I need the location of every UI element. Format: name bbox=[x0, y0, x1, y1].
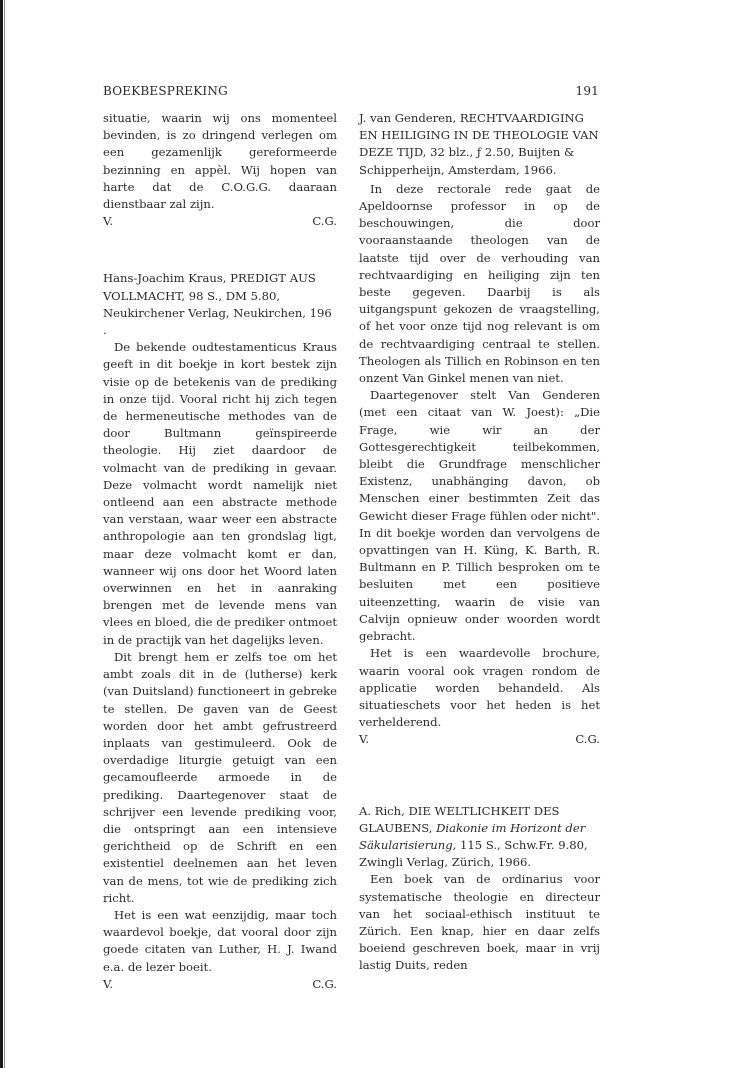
page-binding-edge bbox=[0, 0, 7, 1068]
review-paragraph: Het is een waardevolle brochure, waarin vooral ook vragen rondom de applicatie worden behandeld. Als situatieschets voor het heden is het verhelderend. bbox=[359, 646, 600, 730]
review-paragraph: In deze rectorale rede gaat de Apeldoornse professor in op de beschouwingen, die door vooraanstaande theologen van de laatste tijd over de verhouding van rechtvaardiging en heiliging zijn ten beste gegeven. Daarbij is als uitgangspunt gekozen de vraagstelling, of het voor onze tijd nog relevant is om de rechtvaardiging centraal te stellen. Theologen als Tillich en Robinson en ten onzent Van Ginkel menen van niet. bbox=[359, 181, 600, 386]
review-paragraph: Daartegenover stelt Van Genderen (met een citaat van W. Joest): „Die Frage, wie wir an der Gottesgerechtigkeit teilbekommen, bleibt die Grundfrage menschlicher Existenz, unabhänging davon, ob Menschen einer bestimmten Zeit das Gewicht dieser Frage fühlen oder nicht". In dit boekje worden dan vervolgens de opvattingen van H. Küng, K. Barth, R. Bultmann en P. Tillich besproken om te besluiten met een positieve uiteenzetting, waarin de visie van Calvijn opnieuw onder woorden wordt gebracht. bbox=[359, 388, 600, 644]
review-paragraph: Het is een wat eenzijdig, maar toch waardevol boekje, dat vooral door zijn goede citaten van Luther, H. J. Iwand e.a. de lezer boeit. bbox=[103, 907, 337, 974]
signature-author: C.G. bbox=[575, 732, 600, 747]
signature-author: C.G. bbox=[312, 214, 337, 229]
signature-initial: V. bbox=[103, 976, 114, 991]
reference-main: A. Rich, DIE WELTLICHKEIT DES GLAUBENS, bbox=[359, 803, 560, 835]
running-header bbox=[103, 84, 599, 104]
review-paragraph: Een boek van de ordinarius voor systematische theologie en directeur van het sociaal-ethisch instituut te Zürich. Een knap, hier en daar zelfs boeiend geschreven boek, maar in vrij lastig Duits, reden bbox=[359, 872, 600, 973]
reference-details: 115 S., Schw.Fr. 9.80, Zwingli Verlag, Zürich, 1966. bbox=[359, 837, 588, 870]
right-column bbox=[359, 110, 600, 975]
running-title: BOEKBESPREKING bbox=[103, 84, 228, 98]
signature-initial: V. bbox=[359, 732, 370, 747]
review-paragraph: De bekende oudtestamenticus Kraus geeft in dit boekje in kort bestek zijn visie op de betekenis van de prediking in onze tijd. Vooral richt hij zich tegen de hermeneutische methodes van de door Bultmann geïnspireerde theologie. Hij ziet daardoor de volmacht van de prediking in gevaar. Deze volmacht wordt namelijk niet ontleend aan een abstracte methode van verstaan, waar weer een abstracte anthropologie aan ten grondslag ligt, maar deze volmacht komt er dan, wanneer wij ons door het Woord laten overwinnen en het in aanraking brengen met de levende mens van vlees en bloed, die de prediker ontmoet in de practijk van het dagelijks leven. bbox=[103, 340, 337, 647]
signature-initial: V. bbox=[103, 214, 114, 229]
review-paragraph: Dit brengt hem er zelfs toe om het ambt zoals dit in de (lutherse) kerk (van Duitsland) functioneert in gebreke te stellen. De gaven van de Geest worden door het ambt gefrustreerd inplaats van gestimuleerd. Ook de overdadige liturgie getuigt van een gecamoufleerde armoede in de prediking. Daartegenover staat de schrijver een levende prediking voor, die ontspringt aan een intensieve gerichtheid op de Schrift en een existentiel deelnemen aan het leven van de mens, tot wie de prediking zich richt. bbox=[103, 649, 337, 905]
review-signature bbox=[359, 731, 600, 748]
signature-author: C.G. bbox=[312, 976, 337, 991]
book-reference-van-genderen: J. van Genderen, RECHTVAARDIGING EN HEILIGING IN DE THEOLOGIE VAN DEZE TIJD, 32 blz., ƒ 2.50, Buijten & Schipperheijn, Amsterdam, 1966. bbox=[359, 111, 599, 177]
reference-subtitle: Diakonie im Horizont der Säkularisierung, bbox=[359, 820, 586, 852]
review-signature bbox=[103, 976, 337, 993]
book-reference-kraus: Hans-Joachim Kraus, PREDIGT AUS VOLLMACHT, 98 S., DM 5.80, Neukirchener Verlag, Neukirchen, 196 . bbox=[103, 271, 332, 338]
left-column bbox=[103, 110, 337, 993]
book-reference-rich bbox=[359, 803, 600, 872]
review-signature bbox=[103, 213, 337, 230]
continued-paragraph: situatie, waarin wij ons momenteel bevinden, is zo dringend verlegen om een gezamenlijk gereformeerde bezinning en appèl. Wij hopen van harte dat de C.O.G.G. daaraan dienstbaar zal zijn. bbox=[103, 111, 337, 212]
page-number: 191 bbox=[575, 84, 599, 98]
